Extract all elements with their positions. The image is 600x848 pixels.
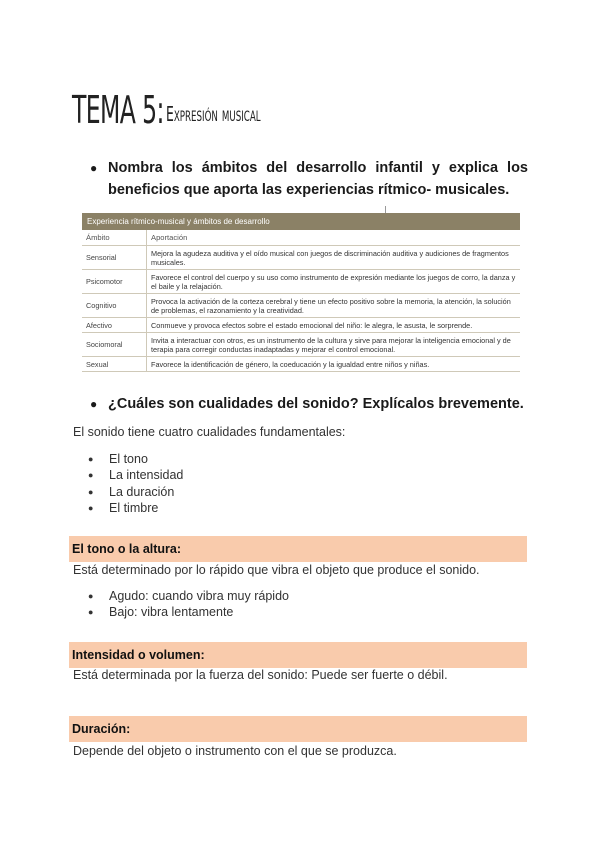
cell-aportacion: Provoca la activación de la corteza cerebral y tiene un efecto positivo sobre la memoria, la atención, la solución de problemas, el razonamiento y la creatividad. xyxy=(147,294,521,318)
cell-aportacion: Conmueve y provoca efectos sobre el estado emocional del niño: le alegra, le asusta, le sorprende. xyxy=(147,318,521,333)
list-item-text: Bajo: vibra lentamente xyxy=(109,605,234,620)
column-header-aportacion: Aportación xyxy=(147,230,521,246)
table-row xyxy=(82,318,520,333)
cell-ambito: Sensorial xyxy=(82,246,147,270)
list-item xyxy=(88,467,183,483)
section-heading-intensidad xyxy=(69,642,527,668)
cell-ambito: Psicomotor xyxy=(82,270,147,294)
cell-ambito: Cognitivo xyxy=(82,294,147,318)
table-row xyxy=(82,333,520,357)
list-item xyxy=(88,604,289,620)
question-1 xyxy=(90,157,528,201)
bullet-icon: ● xyxy=(88,470,94,481)
section-heading-text: El tono o la altura: xyxy=(72,542,182,556)
section-heading-tono xyxy=(69,536,527,562)
table-row xyxy=(82,294,520,318)
bullet-icon: ● xyxy=(88,454,94,464)
cell-aportacion: Invita a interactuar con otros, es un instrumento de la cultura y sirve para mejorar la inteligencia emocional y de terapia para corregir conductas inadaptadas y mejorar el control emocional. xyxy=(147,333,521,357)
list-item xyxy=(88,588,289,604)
qualities-list xyxy=(88,451,183,516)
cell-aportacion: Mejora la agudeza auditiva y el oído musical con juegos de discriminación auditiva y audiciones de fragmentos musicales. xyxy=(147,246,521,270)
title-main: TEMA 5: xyxy=(72,88,164,132)
table-row xyxy=(82,357,520,372)
bullet-icon: ● xyxy=(90,161,98,175)
list-item-text: El tono xyxy=(109,452,148,466)
question-2 xyxy=(90,393,528,415)
cell-ambito: Afectivo xyxy=(82,318,147,333)
section-heading-text: Intensidad o volumen: xyxy=(72,648,205,662)
intro-text: El sonido tiene cuatro cualidades fundamentales: xyxy=(73,425,346,439)
title-sub: Expresión musical xyxy=(166,102,261,126)
page-title xyxy=(72,88,261,132)
bullet-icon: ● xyxy=(88,486,94,497)
table-row xyxy=(82,246,520,270)
table-column-header-row xyxy=(82,230,520,246)
table-heading: Experiencia rítmico-musical y ámbitos de desarrollo xyxy=(82,213,520,230)
column-header-ambito: Ámbito xyxy=(82,230,147,246)
table-heading-row xyxy=(82,213,520,230)
question-2-text: ¿Cuáles son cualidades del sonido? Explícalos brevemente. xyxy=(108,396,524,412)
table-row xyxy=(82,270,520,294)
intensidad-text: Está determinada por la fuerza del sonido: Puede ser fuerte o débil. xyxy=(73,668,448,682)
list-item-text: El timbre xyxy=(109,500,159,515)
section-heading-duracion xyxy=(69,716,527,742)
bullet-icon: ● xyxy=(88,591,94,601)
list-item-text: Agudo: cuando vibra muy rápido xyxy=(109,589,289,603)
bullet-icon: ● xyxy=(88,502,94,513)
list-item xyxy=(88,451,183,467)
tono-text: Está determinado por lo rápido que vibra el objeto que produce el sonido. xyxy=(73,563,480,577)
section-heading-text: Duración: xyxy=(72,722,131,736)
list-item xyxy=(88,484,183,500)
tono-list xyxy=(88,588,289,621)
bullet-icon: ● xyxy=(90,397,98,411)
duracion-text: Depende del objeto o instrumento con el que se produzca. xyxy=(73,744,397,758)
list-item xyxy=(88,500,183,516)
development-table xyxy=(82,213,520,372)
cell-aportacion: Favorece el control del cuerpo y su uso como instrumento de expresión mediante los juegos de corro, la danza y el baile y la relajación. xyxy=(147,270,521,294)
bullet-icon: ● xyxy=(88,607,94,618)
list-item-text: La duración xyxy=(109,484,175,499)
cell-aportacion: Favorece la identificación de género, la coeducación y la igualdad entre niños y niñas. xyxy=(147,357,521,372)
list-item-text: La intensidad xyxy=(109,468,184,483)
cell-ambito: Sociomoral xyxy=(82,333,147,357)
cell-ambito: Sexual xyxy=(82,357,147,372)
question-1-text: Nombra los ámbitos del desarrollo infantil y explica los beneficios que aporta las experiencias rítmico- musicales. xyxy=(108,160,528,198)
